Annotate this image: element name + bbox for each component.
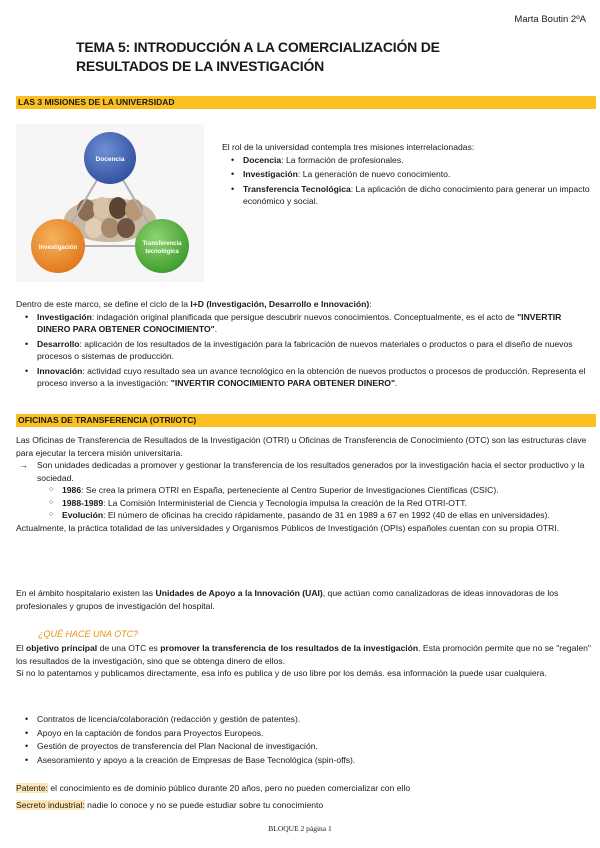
uai-pre: En el ámbito hospitalario existen las bbox=[16, 588, 156, 598]
patente-text: el conocimiento es de dominio público durante 20 años, pero no pueden comercializar con ello bbox=[48, 783, 411, 793]
uai-term: Unidades de Apoyo a la Innovación (UAI) bbox=[155, 588, 323, 598]
missions-diagram bbox=[16, 124, 204, 282]
secreto-label: Secreto industrial: bbox=[16, 800, 85, 810]
secreto-text: nadie lo conoce y no se puede estudiar sobre tu conocimiento bbox=[84, 800, 324, 810]
arrow-right-icon: → bbox=[19, 460, 28, 470]
list-item bbox=[16, 365, 594, 390]
docencia-label: Docencia bbox=[95, 156, 125, 163]
otc-note: Si no lo patentamos y publicamos directamente, esa info es publica y de uso libre por los demás. esa información la puede usar cualquiera. bbox=[16, 668, 547, 678]
otri-block bbox=[16, 434, 594, 534]
otc-d: promover la transferencia de los resultados de la investigación bbox=[160, 643, 419, 653]
patente-label: Patente: bbox=[16, 783, 49, 793]
uai-paragraph bbox=[16, 587, 594, 612]
timeline-text: : El número de oficinas ha crecido rápidamente, pasando de 31 en 1989 a 67 en 1992 (40 de ellas en universidades). bbox=[103, 510, 550, 520]
idi-item-end: . bbox=[214, 324, 218, 334]
section-heading-misiones: LAS 3 MISIONES DE LA UNIVERSIDAD bbox=[16, 96, 596, 109]
list-item: • Gestión de proyectos de transferencia del Plan Nacional de investigación. bbox=[16, 740, 594, 753]
investigacion-label: Investigación bbox=[38, 245, 78, 251]
mission-term: Investigación bbox=[243, 169, 298, 179]
functions-block bbox=[16, 713, 594, 767]
idi-term: I+D (Investigación, Desarrollo e Innovación) bbox=[190, 299, 370, 309]
mission-term: Docencia bbox=[243, 154, 282, 165]
idi-item-text: : actividad cuyo resultado sea un avance tecnológico en la obtención de nuevos productos o procesos de producción. Representa el proceso inverso a la investigación: bbox=[37, 365, 586, 388]
idi-item-bold: "INVERTIR DINERO PARA OBTENER CONOCIMIENTO" bbox=[37, 311, 562, 334]
uai-post: , que actúan como canalizadoras de ideas innovadoras de los profesionales y grupos de investigación del hospital. bbox=[16, 588, 559, 611]
otri-intro: Las Oficinas de Transferencia de Resultados de la Investigación (OTRI) u Oficinas de Transferencia de Conocimiento (OTC) son las estructuras clave para ejecutar la tercera misión universitaria. bbox=[16, 435, 587, 458]
idi-item-text: : aplicación de los resultados de la investigación para la fabricación de nuevos materiales o productos o para el diseño de nuevos procesos o sistemas de producción. bbox=[37, 338, 573, 361]
idi-item-end: . bbox=[395, 378, 398, 388]
list-item bbox=[222, 168, 594, 181]
idi-item-term: Innovación bbox=[37, 365, 83, 376]
list-item bbox=[222, 154, 594, 167]
timeline-term: Evolución bbox=[62, 510, 104, 520]
title-line-1: TEMA 5: INTRODUCCIÓN A LA COMERCIALIZACIÓN DE bbox=[76, 39, 440, 55]
uai-block bbox=[16, 587, 594, 612]
author-name: Marta Boutin 2ºA bbox=[514, 14, 586, 25]
missions-block bbox=[222, 141, 594, 210]
timeline-list bbox=[16, 484, 594, 522]
title-line-2: RESULTADOS DE LA INVESTIGACIÓN bbox=[76, 58, 325, 74]
list-item bbox=[16, 484, 594, 497]
otc-subheading: ¿QUÉ HACE UNA OTC? bbox=[38, 629, 139, 639]
mission-term: Transferencia Tecnológica bbox=[243, 183, 351, 194]
list-item bbox=[16, 338, 594, 363]
list-item: • Apoyo en la captación de fondos para Proyectos Europeos. bbox=[16, 727, 594, 740]
list-item bbox=[16, 497, 594, 510]
otc-b: objetivo principal bbox=[26, 643, 98, 653]
otc-block bbox=[16, 642, 594, 680]
list-item: • Contratos de licencia/colaboración (redacción y gestión de patentes). bbox=[16, 713, 594, 726]
mission-text: : La formación de profesionales. bbox=[281, 154, 404, 165]
otc-c: de una OTC es bbox=[97, 643, 161, 653]
idi-item-text: : indagación original planificada que persigue descubrir nuevos conocimientos. Conceptualmente, es el acto de bbox=[91, 311, 518, 322]
list-item: • Asesoramiento y apoyo a la creación de Empresas de Base Tecnológica (spin-offs). bbox=[16, 754, 594, 767]
idi-list bbox=[16, 311, 594, 390]
timeline-term: 1988-1989 bbox=[62, 497, 104, 508]
mission-text: : La aplicación de dicho conocimiento para generar un impacto económico y social. bbox=[243, 183, 590, 206]
otc-a: El bbox=[16, 643, 27, 653]
idi-item-bold: "INVERTIR CONOCIMIENTO PARA OBTENER DINERO" bbox=[170, 378, 396, 388]
transferencia-label-2: tecnológica bbox=[145, 249, 179, 255]
list-item bbox=[16, 509, 594, 522]
idi-item-term: Investigación bbox=[37, 311, 92, 322]
idi-block bbox=[16, 298, 594, 392]
patente-line bbox=[16, 782, 594, 795]
arrow-text: Son unidades dedicadas a promover y gestionar la transferencia de los resultados generados por la investigación hacia el sector productivo y la sociedad. bbox=[37, 460, 585, 483]
list-item bbox=[16, 311, 594, 336]
otri-paragraph: Actualmente, la práctica totalidad de las universidades y Organismos Públicos de Investigación (OPIs) españoles cuentan con su propia OTRI. bbox=[16, 522, 560, 533]
timeline-text: : La Comisión Interministerial de Ciencia y Tecnología impulsa la creación de la Red OTRI-OTT. bbox=[103, 497, 467, 508]
section-heading-oficinas: OFICINAS DE TRANSFERENCIA (OTRI/OTC) bbox=[16, 414, 596, 427]
idi-post: : bbox=[369, 299, 372, 309]
missions-intro: El rol de la universidad contempla tres misiones interrelacionadas: bbox=[222, 142, 475, 152]
list-item bbox=[222, 183, 594, 208]
otc-e: . Esta promoción permite que no se "regalen" los resultados de la investigación, sino que se obtenga dinero de ellos. bbox=[16, 643, 591, 666]
arrow-item bbox=[16, 459, 594, 484]
transferencia-label-1: Transferencia bbox=[142, 241, 182, 247]
idi-pre: Dentro de este marco, se define el ciclo de la bbox=[16, 299, 191, 309]
page-title bbox=[76, 38, 546, 76]
idi-item-term: Desarrollo bbox=[37, 338, 80, 349]
timeline-text: : Se crea la primera OTRI en España, perteneciente al Centro Superior de Investigaciones Científicas (CSIC). bbox=[81, 485, 499, 495]
missions-diagram-svg bbox=[16, 124, 204, 282]
secreto-line bbox=[16, 799, 594, 812]
otc-paragraph bbox=[16, 642, 594, 667]
idi-intro bbox=[16, 298, 594, 311]
timeline-term: 1986 bbox=[62, 485, 82, 495]
functions-list bbox=[16, 713, 594, 766]
page-footer: BLOQUE 2 página 1 bbox=[268, 824, 332, 833]
mission-text: : La generación de nuevo conocimiento. bbox=[297, 169, 451, 179]
missions-list bbox=[222, 154, 594, 208]
